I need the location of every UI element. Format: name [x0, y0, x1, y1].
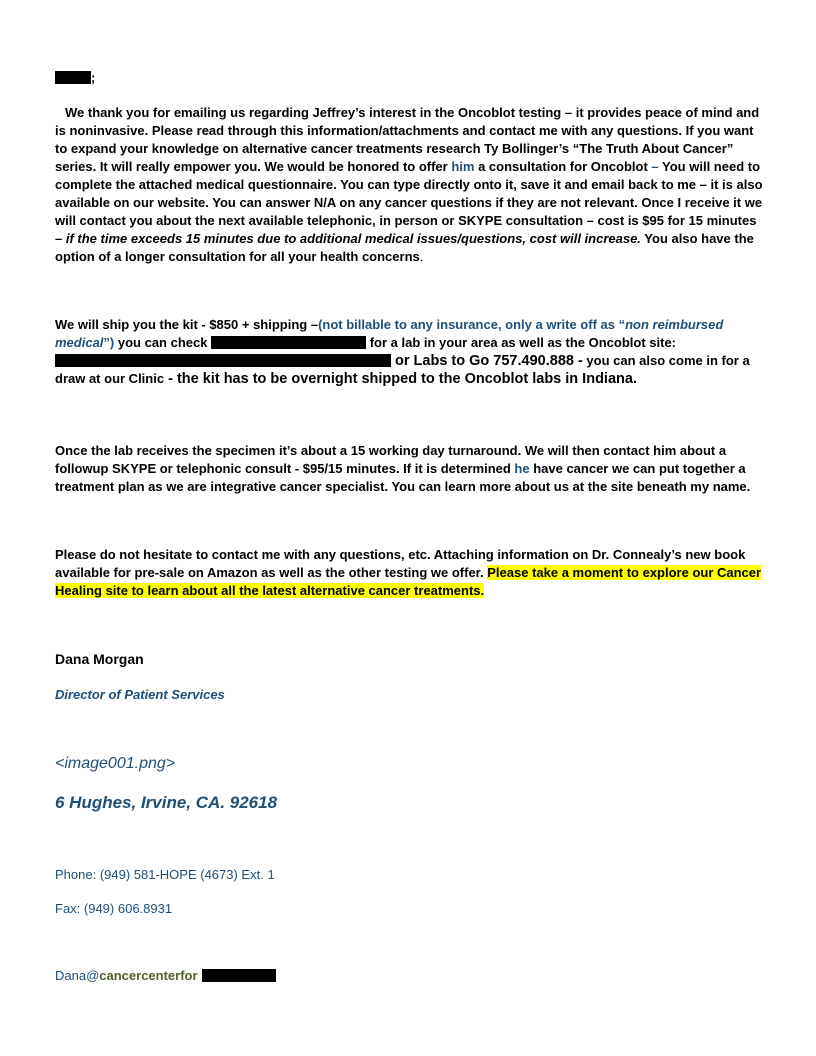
redacted-name: [55, 71, 91, 84]
paragraph-closing: Please do not hesitate to contact me with any questions, etc. Attaching information on Dr. Connealy’s new book available for pre-sale on Amazon as well as the other testing we offer. Please take a moment to explore our Cancer Healing site to learn about all the latest alternative cancer treatments.: [55, 547, 762, 598]
signature-phone: Phone: (949) 581-HOPE (4673) Ext. 1: [55, 867, 275, 882]
redacted-link-site[interactable]: [55, 354, 391, 367]
cost-increase-note: if the time exceeds 15 minutes due to additional medical issues/questions, cost will increase.: [65, 231, 641, 246]
greeting-punct: ;: [91, 70, 96, 85]
pronoun-him: him: [451, 159, 475, 174]
signature-address: 6 Hughes, Irvine, CA. 92618: [55, 793, 278, 812]
signature-name: Dana Morgan: [55, 651, 144, 667]
signature-title: Director of Patient Services: [55, 687, 225, 702]
highlighted-cta: Please take a moment to explore our Cancer Healing site to learn about all the latest alternative cancer treatments.: [55, 565, 762, 598]
pronoun-he: he: [514, 461, 530, 476]
signature-fax: Fax: (949) 606.8931: [55, 901, 173, 916]
redacted-email-domain: [202, 969, 276, 982]
redacted-link-lab[interactable]: [211, 336, 366, 349]
email-domain: cancercenterfor: [99, 968, 198, 983]
paragraph-kit-shipping: We will ship you the kit - $850 + shipping –(not billable to any insurance, only a write off as “non reimbursed medical”) you can check for a lab in your area as well as the Oncoblot site: or Labs to Go 757.490.888 - you can also come in for a draw at our Clinic - the kit has to be overnight shipped to the Oncoblot labs in Indiana.: [55, 317, 750, 387]
email-user: Dana@: [55, 968, 100, 983]
greeting-line: [55, 69, 765, 87]
signature-email[interactable]: [55, 968, 276, 983]
paragraph-intro: We thank you for emailing us regarding Jeffrey’s interest in the Oncoblot testing – it provides peace of mind and is noninvasive. Please read through this information/attachments and contact me with any questions. If you want to expand your knowledge on alternative cancer treatments research Ty Bollinger’s “The Truth About Cancer” series. It will really empower you. We would be honored to offer him a consultation for Oncoblot – You will need to complete the attached medical questionnaire. You can type directly onto it, save it and email back to me – it is also available on our website. You can answer N/A on any cancer questions if they are not relevant. Once I receive it we will contact you about the next available telephonic, in person or SKYPE consultation – cost is $95 for 15 minutes – if the time exceeds 15 minutes due to additional medical issues/questions, cost will increase. You also have the option of a longer consultation for all your health concerns.: [55, 105, 763, 264]
image-placeholder: <image001.png>: [55, 755, 176, 772]
insurance-note: (not billable to any insurance, only a write off as “: [318, 317, 626, 332]
labs-to-go-phone: or Labs to Go 757.490.888 -: [391, 353, 583, 369]
paragraph-lab-turnaround: Once the lab receives the specimen it’s about a 15 working day turnaround. We will then contact him about a followup SKYPE or telephonic consult - $95/15 minutes. If it is determined he have cancer we can put together a treatment plan as we are integrative cancer specialist. You can learn more about us at the site beneath my name.: [55, 443, 751, 494]
